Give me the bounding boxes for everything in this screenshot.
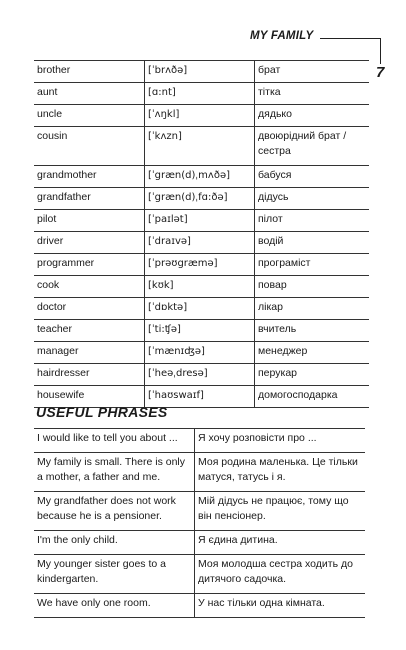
phrase-uk: Я єдина дитина. (195, 531, 366, 555)
table-row (34, 166, 369, 188)
word-transcription: [ˈkʌzn] (145, 127, 255, 166)
word-transcription: [ˈti:ʧə] (145, 320, 255, 342)
phrase-uk: Мій дідусь не працює, тому що він пенсіонер. (195, 492, 366, 531)
phrase-uk: Моя родина маленька. Це тільки матуся, татусь і я. (195, 453, 366, 492)
phrase-uk: Моя молодша сестра ходить до дитячого садочка. (195, 555, 366, 594)
table-row (34, 298, 369, 320)
phrase-en: My grandfather does not work because he is a pensioner. (34, 492, 195, 531)
word-transcription: [ˈpaɪlət] (145, 210, 255, 232)
table-row (34, 127, 369, 166)
table-row (34, 276, 369, 298)
table-row (34, 232, 369, 254)
word-en: manager (34, 342, 145, 364)
word-transcription: [ˈmænɪʤə] (145, 342, 255, 364)
word-en: driver (34, 232, 145, 254)
word-en: brother (34, 61, 145, 83)
table-row (34, 61, 369, 83)
word-en: pilot (34, 210, 145, 232)
phrase-en: We have only one room. (34, 594, 195, 618)
header-rule-vertical (380, 38, 381, 64)
table-row (34, 531, 365, 555)
table-row (34, 555, 365, 594)
word-transcription: [ˈgræn(d)ˌfɑ:ðə] (145, 188, 255, 210)
word-en: cousin (34, 127, 145, 166)
word-transcription: [ˈbrʌðə] (145, 61, 255, 83)
word-uk: домогосподарка (255, 386, 370, 408)
word-uk: бабуся (255, 166, 370, 188)
vocabulary-table (34, 60, 369, 408)
section-title: USEFUL PHRASES (36, 404, 168, 420)
page-number: 7 (376, 64, 385, 81)
phrase-en: I'm the only child. (34, 531, 195, 555)
word-en: grandfather (34, 188, 145, 210)
table-row (34, 320, 369, 342)
word-uk: лікар (255, 298, 370, 320)
word-uk: повар (255, 276, 370, 298)
chapter-title: MY FAMILY (250, 30, 314, 42)
word-en: doctor (34, 298, 145, 320)
word-uk: тітка (255, 83, 370, 105)
table-row (34, 254, 369, 276)
word-uk: програміст (255, 254, 370, 276)
word-transcription: [ɑ:nt] (145, 83, 255, 105)
table-row (34, 188, 369, 210)
word-uk: двоюрідний брат / сестра (255, 127, 370, 166)
phrase-uk: У нас тільки одна кімната. (195, 594, 366, 618)
word-en: hairdresser (34, 364, 145, 386)
table-row (34, 429, 365, 453)
phrase-en: My younger sister goes to a kindergarten. (34, 555, 195, 594)
word-transcription: [ˈgræn(d)ˌmʌðə] (145, 166, 255, 188)
phrase-uk: Я хочу розповісти про ... (195, 429, 366, 453)
word-transcription: [ˈprəʊgræmə] (145, 254, 255, 276)
word-en: aunt (34, 83, 145, 105)
word-transcription: [ˈdraɪvə] (145, 232, 255, 254)
word-uk: дідусь (255, 188, 370, 210)
table-row (34, 342, 369, 364)
word-transcription: [ˈheəˌdresə] (145, 364, 255, 386)
phrase-en: My family is small. There is only a mother, a father and me. (34, 453, 195, 492)
word-uk: менеджер (255, 342, 370, 364)
word-transcription: [ˈhaʊswaɪf] (145, 386, 255, 408)
word-transcription: [ˈʌŋkl] (145, 105, 255, 127)
phrase-en: I would like to tell you about ... (34, 429, 195, 453)
table-row (34, 453, 365, 492)
word-en: teacher (34, 320, 145, 342)
table-row (34, 83, 369, 105)
word-en: programmer (34, 254, 145, 276)
table-row (34, 105, 369, 127)
word-uk: брат (255, 61, 370, 83)
word-uk: водій (255, 232, 370, 254)
word-en: uncle (34, 105, 145, 127)
table-row (34, 594, 365, 618)
table-row (34, 210, 369, 232)
word-transcription: [kʊk] (145, 276, 255, 298)
phrases-table (34, 428, 365, 618)
word-uk: пілот (255, 210, 370, 232)
word-uk: дядько (255, 105, 370, 127)
header-rule (320, 38, 380, 39)
word-en: housewife (34, 386, 145, 408)
word-transcription: [ˈdɒktə] (145, 298, 255, 320)
word-uk: перукар (255, 364, 370, 386)
word-en: grandmother (34, 166, 145, 188)
word-en: cook (34, 276, 145, 298)
word-uk: вчитель (255, 320, 370, 342)
table-row (34, 492, 365, 531)
table-row (34, 364, 369, 386)
